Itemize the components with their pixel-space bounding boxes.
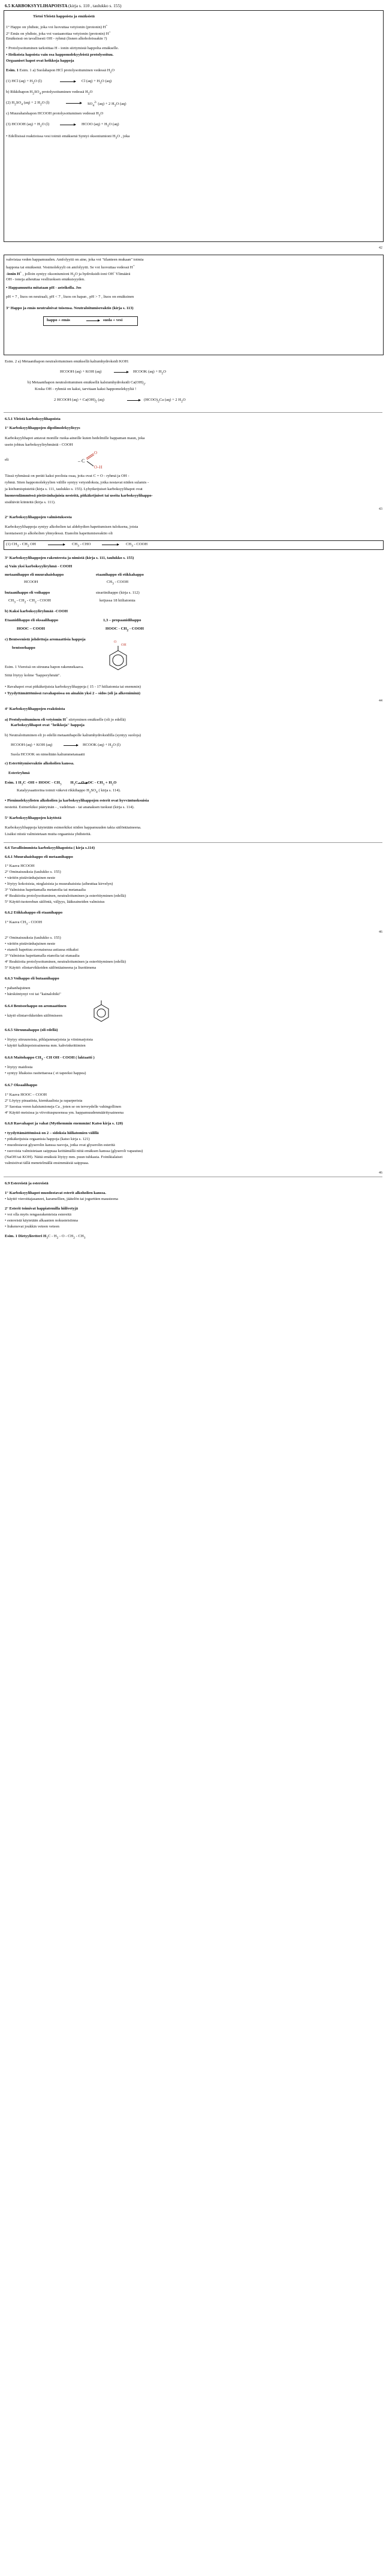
box1-eq3: (3) HCOOH $(aq) + H_2O$ (l) bbox=[6, 122, 50, 128]
uses-p1: Karboksyylihappoja käytetään esimerkiksi niiden happamuuden takia säilöntäaineena. bbox=[5, 826, 141, 830]
stearic-acid-note: ketjussa 18 hiiliatomia bbox=[99, 598, 135, 603]
butyric-acid-formula: $CH_3 - CH_2 - CH_2$ - COOH bbox=[8, 598, 51, 604]
butyric-l2: • härskiintynyt voi tai "kainalohiki" bbox=[5, 992, 61, 996]
box2-line1: vahvistaa veden happamuuden. Amfolyytti on aine, joka voi "tilanteen mukaan" toimia bbox=[6, 258, 144, 262]
structures-c: c) Bentseenistä johdettuja aromaattisia happoja bbox=[5, 637, 86, 642]
esters-l2: • käyttö vieroittajasaneet, karamellien, jäätelön tai jogurttien mausteena bbox=[5, 1197, 118, 1201]
oxalic-heading: 6.6.7 Oksaalihappo bbox=[5, 1083, 38, 1087]
reaction-c: c) Esteröitymisreaktio alkoholien kanssa. bbox=[5, 761, 74, 766]
ethers-l3: • estereistä käytetään alkaanien nokusteisiinna bbox=[5, 1219, 79, 1223]
reaction-arrow bbox=[64, 745, 78, 746]
esim2-eq2-left: 2 HCOOH $(aq) + Ca(OH)_2$ (aq) bbox=[54, 398, 104, 404]
box1-eq2: (2) $H_2SO_4$ (aq) + 2 $H_2O$ (l) bbox=[6, 101, 50, 107]
page-number: 46 bbox=[378, 930, 382, 934]
ethanol-oxidation-box bbox=[4, 540, 384, 550]
acetic-acid-name: etaanihappo eli etikkahappo bbox=[96, 573, 144, 577]
oxidation-mid: $CH_3$ - CHO bbox=[72, 542, 91, 548]
dipole-p7: sisältävät kiinteitä (kirja s. 111). bbox=[5, 500, 56, 504]
reaction-a-note: Karboksyylihapot ovat "heikkoja" happoja bbox=[11, 723, 85, 727]
box1-esim1: Esim. 1 Esim. 1 a) Suolahapon HCl protolysoituminen vedessä $H_2O$ bbox=[6, 68, 114, 74]
uses-p2: Lisäksi niistä valmistetaan muita orgaanisia yhdisteitä. bbox=[5, 832, 92, 836]
svg-text:OH: OH bbox=[121, 643, 126, 647]
acetic-l4: • etanoli hapettuu avonaisessa astiassa etikaksi bbox=[5, 948, 79, 952]
box1-line-acid: 1° Happo on yhdiste, joka voi luovuttaa vetyionin (protonin) H+ bbox=[6, 24, 108, 30]
unsaturated-note: • Tyydyttämättömissä ravahapoissa on ainakin yksi 2 – sidos (oli ja alkeeniminä) bbox=[5, 691, 141, 696]
preparation-heading: 2° Karboksyylihappojen valmistuksesta bbox=[5, 515, 72, 519]
butyric-acid-name: butaanihappo eli voihappo bbox=[5, 591, 50, 595]
esters-note-1: • Pienimolekyylisten alkoholien ja karboksyylihappojen esterit ovat hyvväntuoksuisia bbox=[5, 799, 149, 803]
citric-l2: • käyttö kalkinpoistoaineena mm. kahvinkeittimien bbox=[5, 1044, 86, 1048]
lactic-l1: • löytyy maidosta bbox=[5, 1065, 33, 1069]
fatty-l3: • muodostavat glyserolin kanssa rasvoja, jotka ovat glyserolin esteritä bbox=[5, 1143, 115, 1147]
malonic-acid-name: 1,3 – propaanidihappo bbox=[103, 618, 141, 622]
formic-l3: • väritön pistävänhajuinen neste bbox=[5, 876, 56, 880]
svg-text:O: O bbox=[94, 451, 98, 455]
benzoic-acid-structure bbox=[101, 637, 137, 675]
box1-line-protolysis: • Protolysoituminen tarkoittaa H - ionin siirtymistä happolta emäkselle. bbox=[6, 46, 119, 50]
box1-eq3-right: HCOO $(aq) + H_3O$ (aq) bbox=[82, 122, 119, 128]
reaction-b: b) Neutraloituminen eli jo edellä metaanihapolle kaliumhydroksidilla (syntyy suoloja) bbox=[5, 733, 141, 737]
box2-ph: • Happamuutta mitataan pH - asteikolla. Jos bbox=[6, 286, 82, 290]
benzoic-acid-name: bentsoehappo bbox=[12, 646, 35, 650]
box1-formic: c) Muurahaishapon HCOOH protolysoituminen vedessä $H_2O$ bbox=[6, 111, 104, 117]
carboxyl-group-structure bbox=[72, 448, 108, 471]
reaction-arrow bbox=[78, 783, 88, 784]
preparation-p2: luontaisesti jo alkoholien yhteydessä. Etanolin hapettumisreaktio oli bbox=[5, 531, 113, 536]
dipole-p2: usein johtuu karboksyyliryhmästä - COOH bbox=[5, 443, 73, 447]
citric-acid-note: Siitä löytyy kolme "happoryhmää". bbox=[5, 673, 61, 678]
fatty-l1: • tyydyttämättömissä on 2 – sidoksia hiiliatomien välillä bbox=[5, 1131, 99, 1135]
section-69-heading: 6.9 Estereistä ja estereistä bbox=[5, 1181, 49, 1186]
formic-l1: 1° Kaava HCOOH bbox=[5, 864, 35, 868]
fatty-acids-heading: 6.6.8 Rasvahapot ja vahat (Myöhemmin enemmän! Katso kirja s. 120) bbox=[5, 1121, 123, 1126]
box1-line-weak: • Heikoista hapoista vain osa happomolekyyleistä protolysoituu. bbox=[6, 53, 114, 57]
esters-note-2: nesteitä. Esimerkiksi pääryinän - , vadelman - tai ananaksen tuoksut (kirja s. 114). bbox=[5, 805, 135, 809]
oxidation-right: $CH_3$ - COOH bbox=[126, 542, 148, 548]
acetic-heading: 6.6.2 Etikkahappo eli etaanihappo bbox=[5, 911, 63, 915]
lactic-heading: 6.6.6 Maitohappo $CH_3$ - CH OH - COOH ( laktaatti ) bbox=[5, 1056, 95, 1062]
reaction-arrow bbox=[127, 400, 140, 401]
oxalic-l3: 3° Saostaa veren kalsiumioneja Ca , joten se on terveydelle vahingollinen bbox=[5, 1105, 121, 1109]
dipole-p3: Tässä ryhmässä on peräti kaksi poolista osaa, joita ovat C = O - ryhmä ja OH - bbox=[5, 474, 129, 478]
lactic-l2: • syntyy lihaksiss rasitettaessa ( ei tapeeksi happea) bbox=[5, 1071, 86, 1075]
fatty-l6: valmistivat tällä menetelmällä ensimmäisiä saippuaa. bbox=[5, 1161, 89, 1165]
dipole-p5: ja kiehumispisteitä (kirja s. 111, taulukko s. 155). Lyhytketjuiset karboksyylihapot ovat bbox=[5, 487, 143, 491]
oxalic-l4: 4° Käyttö metsissa ja viivoituspuoenssa ym. happamuudenmääritysaineena bbox=[5, 1111, 124, 1115]
fatty-l4: • rasvoista valmistetaan saippuaa keittämällä niitä emäksen kanssa (glyseroli vapautuu) bbox=[5, 1149, 143, 1153]
box1-line-oh: Emäksissä on tavallisesti OH - ryhmä (lisnen alkoholeissakin ?) bbox=[6, 37, 107, 41]
reaction-arrow bbox=[114, 372, 128, 373]
ethers-l4: • liukenevat joukkin veteen veteen bbox=[5, 1224, 59, 1229]
eq-right: suola + vesi bbox=[103, 318, 123, 322]
dipole-p4: ryhmä. Siten happomolekyylien välille syntyy vetysidoksia, jotka nostavat niiden sulamis - bbox=[5, 480, 149, 485]
formic-acid-name: metaanihappo eli muurahaishappo bbox=[5, 573, 64, 577]
fatty-l2: • pitkäketjuisia orgaanisia happoja (katso kirja s. 121) bbox=[5, 1137, 90, 1141]
benzoic-l1: • käytö elintarvikkeiden säilömiseen bbox=[5, 1014, 62, 1018]
reactions-heading: 4° Karboksyylihappojen reaktioista bbox=[5, 707, 65, 711]
oxidation-left: (1) $CH_3 - CH_2$ OH bbox=[6, 542, 36, 548]
fatty-l5: (NaOH tai KOH). Näitä emäksiä löytyy mm. puun tuhkasta. Foinikialaiset bbox=[5, 1155, 123, 1159]
box1-eq1-right: Cl $(aq) + H_3O$ (aq) bbox=[82, 79, 112, 85]
box2-ph-scale: pH = 7 , liuos on neutraali, pH < 7 , liuos on hapan , pH > 7 , liuos on emäksinen bbox=[6, 295, 134, 299]
page-number: 46 bbox=[378, 1171, 382, 1175]
ethers-l2: • voi olla myös rengasrakenteisia estereitä bbox=[5, 1213, 71, 1217]
benzoic-heading: 6.6.4 Bentsoehappo on aromaattinen bbox=[5, 1004, 67, 1008]
formic-l7: 5° Käyttö:tuoterehun säilöntä, väljyys, lääkeaineiden valmistus bbox=[5, 900, 105, 904]
acetic-l7: 5° Käyttö: elintarvikkeiden säilöntäaineena ja liuottimena bbox=[5, 966, 96, 970]
acetic-l5: 3° Valmistus hapettamalla etanolia tai etanaalia bbox=[5, 954, 80, 958]
oxalic-l1: 1° Kaava HOOC – COOH bbox=[5, 1093, 47, 1097]
reaction-b-right: HCOOK $(aq) + H_2O$ (l) bbox=[83, 743, 120, 749]
benzene-ring-icon bbox=[90, 999, 113, 1023]
reaction-arrow bbox=[66, 103, 82, 104]
formic-l6: 4° Reaktioita protolysoituminen, neutraloituminen ja esteröityminen (edellä) bbox=[5, 894, 126, 898]
box1-eq2-right: $SO_4^{2-}$ (aq) + 2 $H_3O$ (aq) bbox=[88, 101, 126, 108]
reaction-a: a) Protolysoituminen eli vetyionin H+ siirtyminen emäkselle (oli jo edellä) bbox=[5, 716, 126, 722]
structures-a: a) Vain yksi karboksyyliryhmä - COOH bbox=[5, 564, 73, 569]
box1-eq1: (1) HCl $(aq) + H_2O$ (l) bbox=[6, 79, 42, 85]
esim2-eq1-right: HCOOK $(aq) + H_2O$ bbox=[133, 370, 167, 376]
diethyl-ether: Esim. 1 Dietyylieetteri $H_3C - H_2$ - O - $CH_2 - CH_3$ bbox=[5, 1234, 86, 1240]
ester-group-label: Esteriryhmä bbox=[8, 771, 30, 775]
citric-l1: • löytyy sitruunoista, pihlajanmarjoista ja viinimarjoista bbox=[5, 1038, 93, 1042]
citric-heading: 6.6.5 Sitruunahappo (oli edellä) bbox=[5, 1028, 58, 1032]
svg-text:– C: – C bbox=[78, 458, 85, 464]
structures-heading: 3° Karboksyylihappojen rakenteesta ja nimistä (kirja s. 111, taulukko s. 155) bbox=[5, 556, 134, 560]
page-number: 43 bbox=[378, 507, 382, 511]
esterification-equation: Esim. 1 $H_3C$ -OH + HOOC - $CH_3$ $H_3C$ - O - OC - $CH_3 + H_2O$ bbox=[5, 781, 117, 787]
box2-line3: -ionin H+ , jolloin syntyy oksoniumioni $H_3O$ ja hydroksidi-ioni OH- Ylimäärä bbox=[6, 271, 131, 278]
esim2-line1: Esim. 2 a) Metaanihapon neutraloituminen emäksellä kaliumhydroksidi KOH: bbox=[5, 359, 129, 364]
formic-acid-formula: HCOOH bbox=[24, 580, 38, 584]
butyric-l1: • pahanhajuinen bbox=[5, 986, 31, 990]
fatty-acids-note: • Ravahapot ovat pitkäketjuisia karboksyylihappoja ( 15 - 17 hiiliatomia tai enemmin) bbox=[5, 685, 141, 689]
box1-sulfuric: b) Rikkihapon $H_2SO_4$ protolysoituminen vedessä $H_2O$ bbox=[6, 90, 93, 96]
preparation-p1: Karboksyylihappoja syntyy alkoholien tai aldehydien hapettumisen tuloksena, joista bbox=[5, 525, 138, 529]
eli-label: eli bbox=[5, 458, 9, 462]
stearic-acid-name: steariinihappo (kirja s. 112) bbox=[96, 591, 140, 595]
oxalic-l2: 2° Löytyy pinaatista, kiemkaalista ja raparperista bbox=[5, 1099, 83, 1103]
divider bbox=[4, 842, 382, 843]
catalyst-note: Katalyysaattorina toimii väkevä rikkihappo $H_2SO_4$ ( kirja s. 114). bbox=[17, 788, 121, 794]
doc-title: 6.5 KARBOKSYYLIHAPOISTA (kirja s. 110 , taulukko s. 155) bbox=[5, 3, 122, 8]
page-number: 44 bbox=[378, 699, 382, 703]
dipole-heading: 1° Karboksyylihappojen dipolimolekyylisyys bbox=[5, 426, 80, 430]
esim2-line3: b) Metaanihapon neutraloituminen emäksellä kalsiumhydroksidi $Ca(OH)_2$. bbox=[28, 380, 146, 386]
formic-heading: 6.6.1 Muurahaishappo eli metaanihappo bbox=[5, 855, 73, 859]
formic-l4: • löytyy kokoisista, nieglaisista ja muurahaisista (aiheuttaa kirvelyn) bbox=[5, 882, 113, 886]
reaction-arrow bbox=[60, 81, 76, 82]
acetic-l2: 2° Ominaisuuksia (taulukko s. 155) bbox=[5, 936, 61, 940]
oxalic-acid-formula: HOOC – COOH bbox=[17, 627, 45, 631]
formic-l2: 2° Ominaisuuksia (taulukko s. 155) bbox=[5, 870, 61, 874]
box1-note: • Edellisissä reaktioissa vesi toimii emäksenä Syntyi oksoniumioni $H_3O$ , joka bbox=[6, 134, 130, 140]
box1-heading: Tietoi Yleistä happoista ja emäksistä bbox=[33, 14, 95, 19]
citric-acid-esim: Esim. 1 Viereisä on sitruuna hapon rakennekaava. bbox=[5, 665, 84, 669]
ethers-l1: 2° Esterit toimivat happiatemilla hiilivetyjä bbox=[5, 1207, 79, 1211]
reaction-b-left: HCOOH (aq) + KOH (aq) bbox=[11, 743, 53, 747]
acids-bases-box bbox=[4, 10, 384, 242]
acetic-l3: • väritön pistävänhajuinen neste bbox=[5, 942, 56, 946]
esters-l1: 1° Karboksyylihapot muodostavat esterit alkoholien kanssa. bbox=[5, 1191, 106, 1195]
box1-line-organic: Orgaaniset hapot ovat heikkoja happoja bbox=[6, 59, 74, 63]
acetic-l1: 1° Kaava $CH_3$ - COOH bbox=[5, 920, 43, 926]
box1-line-base: 2° Emäs on yhdiste, joka voi vastaanottaa vetyionin (protonin) H+ bbox=[6, 31, 111, 37]
section-66-heading: 6.6 Tavallisimmista karboksyylihapoista ( kirja s.114) bbox=[5, 846, 95, 850]
oxalic-acid-name: Etaanidihappo eli oksaalihappo bbox=[5, 618, 59, 622]
esim2-line4: Koska OH - ryhmiä on kaksi, tarvitaan kaksi happomolekyyliä ! bbox=[35, 387, 137, 391]
box2-neutralization: 3° Happo ja emäs neutraloivat toisensa. Neutraloitumisreaktio (kirja s. 113) bbox=[6, 306, 134, 310]
malonic-acid-formula: HOOC - $CH_2$ - COOH bbox=[105, 627, 144, 633]
svg-text:O–H: O–H bbox=[94, 465, 102, 470]
box2-line4: OH - ioneja aiheuttaa veslliuoksen emäksisyyden. bbox=[6, 277, 85, 282]
esim2-eq1-left: HCOOH (aq) + KOH (aq) bbox=[60, 370, 102, 374]
structures-b: b) Kaksi karboksyyliryhmää -COOH bbox=[5, 609, 68, 613]
svg-text:O: O bbox=[114, 640, 117, 644]
acetic-acid-formula: $CH_3$ - COOH bbox=[107, 580, 129, 586]
box2-line2: happona tai emäksenä. Vesimolekyyli on amfolyytti. Se voi luovuttaa vedessä H+ bbox=[6, 264, 135, 270]
section-651-heading: 6.5.1 Yleistä karboksyylihapoista bbox=[5, 417, 61, 421]
page-number: 42 bbox=[378, 246, 382, 250]
butyric-heading: 6.6.3 Voihappo eli butaanihappo bbox=[5, 976, 59, 981]
uses-heading: 5° Karboksyylihappojen käytöstä bbox=[5, 816, 62, 820]
eq-left: happo + emäs bbox=[47, 318, 70, 322]
dipole-p6: huoneenlämmössä pistävänhajuisia nesteitä, pitkäketjuiset tai useita karboksyylihappo- bbox=[5, 494, 153, 498]
salt-name: Suola HCOOK on nimeltään kaliummetanaatti bbox=[11, 752, 85, 757]
divider bbox=[4, 412, 382, 413]
acetic-l6: 4° Reaktioita protolysoituminen, neutraloituminen ja esteröityminen (edellä) bbox=[5, 960, 126, 964]
dipole-p1: Karboksyylihapot antavat monille ruoka-aineille kuten hedelmille happaman maun, joka bbox=[5, 436, 145, 440]
formic-l5: 3° Valmistus hapettamalla metanolia tai metanaalia bbox=[5, 888, 86, 892]
esim2-eq2-right: $(HCOO)_2Ca$ (aq) + 2 $H_2O$ bbox=[144, 398, 186, 404]
